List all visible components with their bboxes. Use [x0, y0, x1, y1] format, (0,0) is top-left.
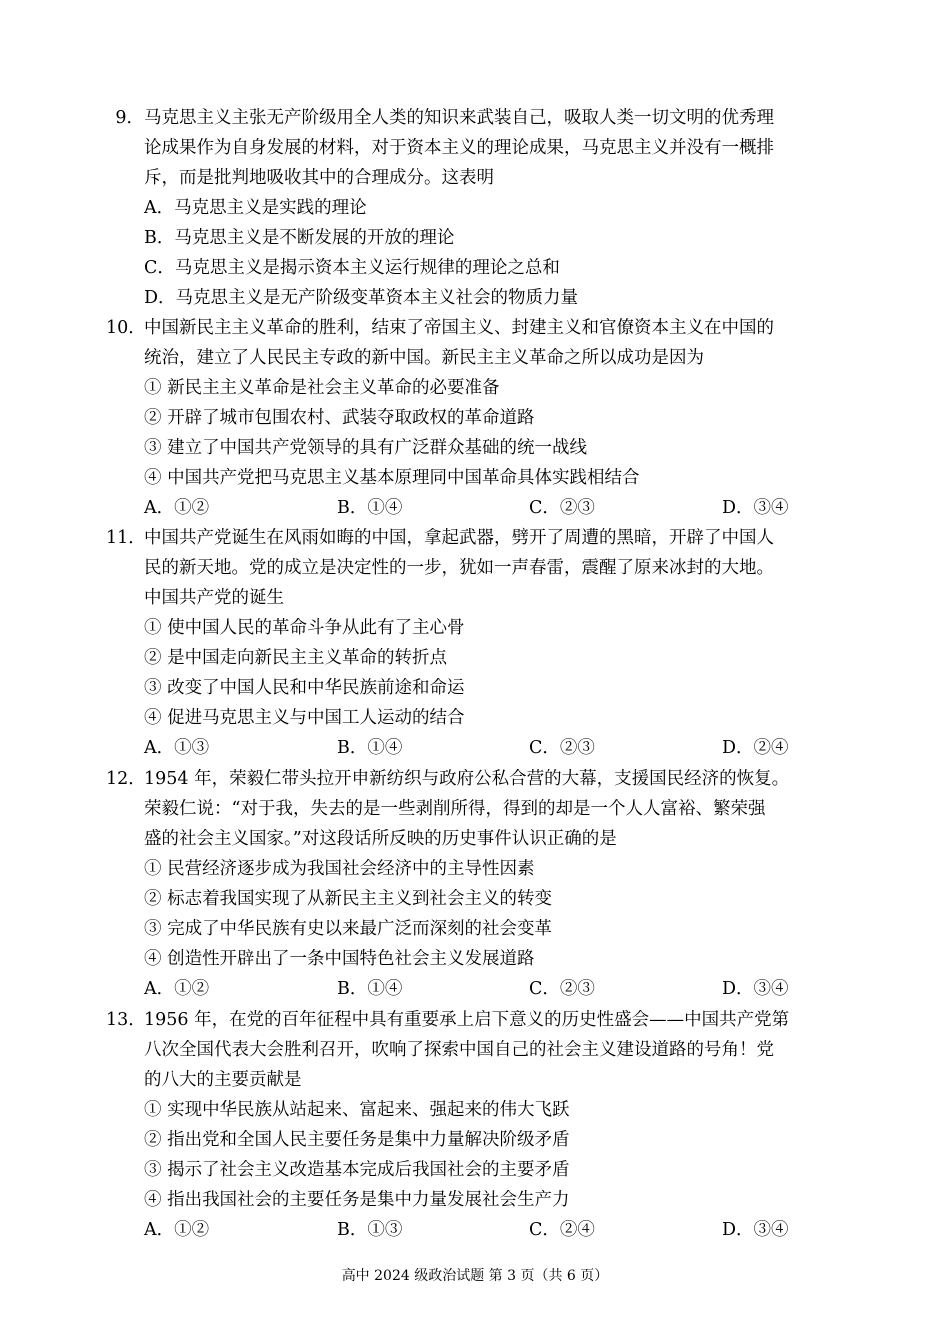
choice-a[interactable]: A．①②: [144, 498, 210, 518]
question-stem-line: 9． 马克思主义主张无产阶级用全人类的知识来武装自己，吸取人类一切文明的优秀理: [106, 103, 866, 133]
choice-b[interactable]: B．①④: [337, 498, 403, 518]
option-a[interactable]: A．马克思主义是实践的理论: [144, 198, 367, 218]
question-11: [106, 523, 866, 763]
choice-a[interactable]: A．①②: [144, 1220, 210, 1240]
question-stem-line: 10． 中国新民主主义革命的胜利，结束了帝国主义、封建主义和官僚资本主义在中国的: [106, 313, 866, 343]
question-number: 11．: [106, 528, 146, 548]
choice-b[interactable]: B．①④: [337, 738, 403, 758]
choice-c[interactable]: C．②③: [529, 738, 595, 758]
choice-b[interactable]: B．①③: [337, 1220, 403, 1240]
choice-d[interactable]: D．③④: [722, 979, 789, 999]
choice-row: [106, 974, 866, 1004]
question-stem-line: 11． 中国共产党诞生在风雨如晦的中国，拿起武器，劈开了周遭的黑暗，开辟了中国人: [106, 523, 866, 553]
page-footer: 高中 2024 级政治试题 第 3 页（共 6 页）: [341, 1268, 609, 1284]
choice-c[interactable]: C．②④: [529, 1220, 595, 1240]
option-d[interactable]: D．马克思主义是无产阶级变革资本主义社会的物质力量: [144, 288, 579, 308]
statement-item: ③ 揭示了社会主义改造基本完成后我国社会的主要矛盾: [144, 1160, 570, 1180]
statement-item: ④ 指出我国社会的主要任务是集中力量发展社会生产力: [144, 1190, 570, 1210]
choice-c[interactable]: C．②③: [529, 498, 595, 518]
question-number: 10．: [106, 318, 146, 338]
choice-row: [106, 1215, 866, 1245]
statement-item: ④ 促进马克思主义与中国工人运动的结合: [144, 708, 465, 728]
statement-item: ① 民营经济逐步成为我国社会经济中的主导性因素: [144, 859, 535, 879]
question-13: [106, 1005, 866, 1245]
option-b[interactable]: B．马克思主义是不断发展的开放的理论: [144, 228, 455, 248]
statement-item: ② 是中国走向新民主主义革命的转折点: [144, 648, 448, 668]
statement-item: ② 指出党和全国人民主要任务是集中力量解决阶级矛盾: [144, 1130, 570, 1150]
statement-item: ② 开辟了城市包围农村、武装夺取政权的革命道路: [144, 408, 535, 428]
question-stem-line: 盛的社会主义国家。”对这段话所反映的历史事件认识正确的是: [144, 829, 617, 849]
choice-row: [106, 493, 866, 523]
question-number: 9．: [115, 108, 144, 128]
choice-d[interactable]: D．③④: [722, 498, 789, 518]
question-stem-line: 12． 1954 年，荣毅仁带头拉开申新纺织与政府公私合营的大幕，支援国民经济的恢复。: [106, 764, 866, 794]
choice-row: [106, 733, 866, 763]
question-9: [106, 103, 866, 313]
question-12: [106, 764, 866, 1004]
question-stem-line: 13． 1956 年，在党的百年征程中具有重要承上启下意义的历史性盛会——中国共产党第: [106, 1005, 866, 1035]
option-c[interactable]: C．马克思主义是揭示资本主义运行规律的理论之总和: [144, 258, 560, 278]
statement-item: ① 使中国人民的革命斗争从此有了主心骨: [144, 618, 465, 638]
statement-item: ③ 改变了中国人民和中华民族前途和命运: [144, 678, 465, 698]
statement-item: ① 实现中华民族从站起来、富起来、强起来的伟大飞跃: [144, 1100, 570, 1120]
choice-d[interactable]: D．③④: [722, 1220, 789, 1240]
question-stem-line: 荣毅仁说：“对于我，失去的是一些剥削所得，得到的却是一个人人富裕、繁荣强: [144, 799, 766, 819]
choice-a[interactable]: A．①③: [144, 738, 210, 758]
question-stem-line: 斥，而是批判地吸收其中的合理成分。这表明: [144, 168, 494, 188]
choice-b[interactable]: B．①④: [337, 979, 403, 999]
question-stem-line: 中国共产党的诞生: [144, 588, 284, 608]
question-stem-line: 统治，建立了人民民主专政的新中国。新民主主义革命之所以成功是因为: [144, 348, 704, 368]
choice-a[interactable]: A．①②: [144, 979, 210, 999]
statement-item: ③ 完成了中华民族有史以来最广泛而深刻的社会变革: [144, 919, 553, 939]
question-number: 12．: [106, 769, 146, 789]
question-number: 13．: [106, 1010, 146, 1030]
choice-c[interactable]: C．②③: [529, 979, 595, 999]
statement-item: ① 新民主主义革命是社会主义革命的必要准备: [144, 378, 500, 398]
statement-item: ② 标志着我国实现了从新民主主义到社会主义的转变: [144, 889, 553, 909]
statement-item: ③ 建立了中国共产党领导的具有广泛群众基础的统一战线: [144, 438, 588, 458]
question-stem-line: 的八大的主要贡献是: [144, 1070, 302, 1090]
choice-d[interactable]: D．②④: [722, 738, 789, 758]
question-10: [106, 313, 866, 523]
statement-item: ④ 创造性开辟出了一条中国特色社会主义发展道路: [144, 949, 535, 969]
question-stem-line: 论成果作为自身发展的材料，对于资本主义的理论成果，马克思主义并没有一概排: [144, 138, 774, 158]
statement-item: ④ 中国共产党把马克思主义基本原理同中国革命具体实践相结合: [144, 468, 640, 488]
question-stem-line: 民的新天地。党的成立是决定性的一步，犹如一声春雷，震醒了原来冰封的大地。: [144, 558, 774, 578]
question-stem-line: 八次全国代表大会胜利召开，吹响了探索中国自己的社会主义建设道路的号角！党: [144, 1040, 774, 1060]
